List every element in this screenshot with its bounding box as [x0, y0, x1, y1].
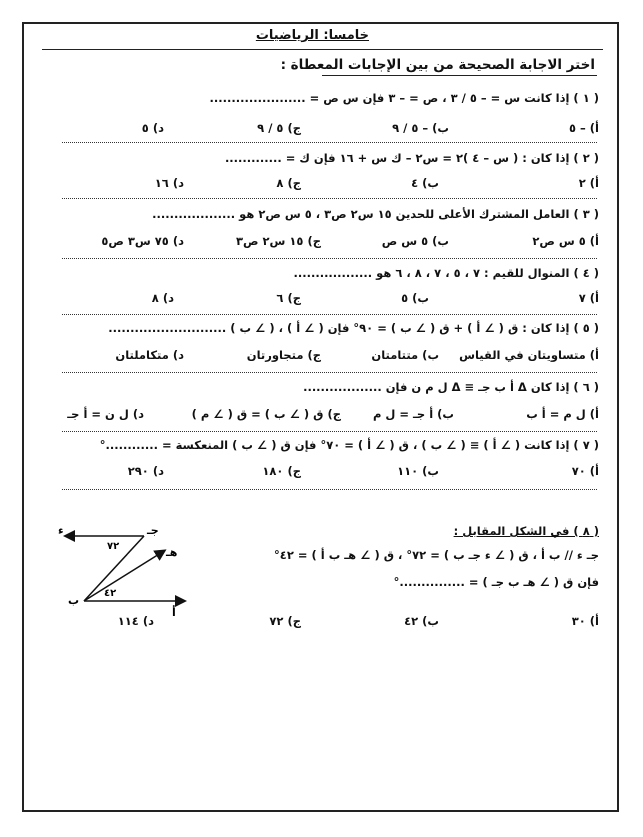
q7-option-b[interactable]: ب) ١١٠ [397, 464, 439, 478]
label-b: ب [68, 594, 80, 607]
question-2: ( ٢ ) إذا كان : ( س – ٤ )٢ = س٢ – ك س + ١٦ فإن ك = ............. [224, 151, 599, 165]
label-a: أ [172, 606, 176, 619]
separator [62, 431, 597, 432]
q5-option-c[interactable]: ج) متجاورتان [246, 348, 321, 362]
title-rule [42, 49, 603, 50]
label-j: جـ [147, 524, 159, 537]
separator [62, 258, 597, 259]
section-title: خامسا: الرياضيات [255, 28, 369, 43]
question-8: ( ٨ ) في الشكل المقابل : [453, 524, 599, 538]
geometry-figure [54, 494, 224, 619]
q6-option-d[interactable]: د) ل ن = أ جـ [67, 407, 144, 421]
q7-option-d[interactable]: د) ٢٩٠ [127, 464, 164, 478]
q8-option-b[interactable]: ب) ٤٢ [404, 614, 439, 628]
q4-option-a[interactable]: أ) ٧ [578, 291, 599, 305]
q6-option-c[interactable]: ج) ق ( ∠ ب ) = ق ( ∠ م ) [191, 407, 341, 421]
q2-option-b[interactable]: ب) ٤ [411, 176, 439, 190]
separator [62, 142, 597, 143]
separator [62, 372, 597, 373]
q8-option-a[interactable]: أ) ٣٠ [571, 614, 599, 628]
q4-option-d[interactable]: د) ٨ [151, 291, 174, 305]
q5-option-a[interactable]: أ) متساويتان في القياس [459, 348, 599, 362]
q3-option-d[interactable]: د) ٧٥ س٣ ص٥ [101, 234, 184, 248]
q3-option-b[interactable]: ب) ٥ س ص [381, 234, 449, 248]
q7-option-c[interactable]: ج) ١٨٠ [262, 464, 301, 478]
question-4: ( ٤ ) المنوال للقيم : ٧ ، ٥ ، ٧ ، ٨ ، ٦ هو .................. [293, 266, 599, 280]
label-d: ء [58, 524, 64, 537]
q2-option-c[interactable]: ج) ٨ [276, 176, 301, 190]
q6-option-b[interactable]: ب) أ جـ = ل م [372, 407, 454, 421]
q1-option-c[interactable]: ج) ٥ / ٩ [257, 121, 301, 135]
q6-option-a[interactable]: أ) ل م = أ ب [526, 407, 599, 421]
question-8-givens: جـ ء // ب أ ، ق ( ∠ ء جـ ب ) = ٧٢° ، ق ( ∠ هـ ب أ ) = ٤٢° [274, 548, 599, 562]
q7-option-a[interactable]: أ) ٧٠ [571, 464, 599, 478]
page-frame [22, 22, 619, 812]
separator [62, 314, 597, 315]
q5-option-b[interactable]: ب) متتامتان [371, 348, 439, 362]
instructions-underline [322, 75, 597, 76]
angle-42-label: ٤٢ [104, 588, 117, 599]
angle-72-label: ٧٢ [107, 541, 120, 552]
q1-option-a[interactable]: أ) – ٥ [569, 121, 599, 135]
q2-option-a[interactable]: أ) ٢ [578, 176, 599, 190]
question-3: ( ٣ ) العامل المشترك الأعلى للحدين ١٥ س٢ ص٣ ، ٥ س ص٢ هو ................... [152, 207, 599, 221]
q1-option-b[interactable]: ب) – ٥ / ٩ [392, 121, 449, 135]
question-7: ( ٧ ) إذا كانت ( ∠ أ ) ≡ ( ∠ ب ) ، ق ( ∠ أ ) = ٧٠° فإن ق ( ∠ ب ) المنعكسة = ............° [99, 438, 599, 452]
label-h: هـ [166, 546, 178, 559]
q2-option-d[interactable]: د) ١٦ [154, 176, 184, 190]
q8-option-d[interactable]: د) ١١٤ [117, 614, 154, 628]
separator [62, 489, 597, 490]
q4-option-b[interactable]: ب) ٥ [401, 291, 429, 305]
q8-option-c[interactable]: ج) ٧٢ [269, 614, 301, 628]
question-1: ( ١ ) إذا كانت س = – ٥ / ٣ ، ص = – ٣ فإن س ص = ...................... [209, 91, 599, 105]
question-6: ( ٦ ) إذا كان Δ أ ب جـ ≡ Δ ل م ن فإن .................. [303, 380, 599, 394]
q5-option-d[interactable]: د) متكاملتان [115, 348, 184, 362]
q3-option-a[interactable]: أ) ٥ س ص٢ [532, 234, 599, 248]
question-8-ask: فإن ق ( ∠ هـ ب جـ ) = ...............° [393, 575, 599, 589]
q3-option-c[interactable]: ج) ١٥ س٢ ص٣ [235, 234, 321, 248]
separator [62, 198, 597, 199]
q1-option-d[interactable]: د) ٥ [141, 121, 164, 135]
q4-option-c[interactable]: ج) ٦ [276, 291, 301, 305]
instructions: اختر الاجابة الصحيحة من بين الإجابات المعطاة : [280, 57, 595, 73]
question-5: ( ٥ ) إذا كان : ق ( ∠ أ ) + ق ( ∠ ب ) = ٩٠° فإن ( ∠ أ ) ، ( ∠ ب ) ........................... [108, 321, 599, 335]
